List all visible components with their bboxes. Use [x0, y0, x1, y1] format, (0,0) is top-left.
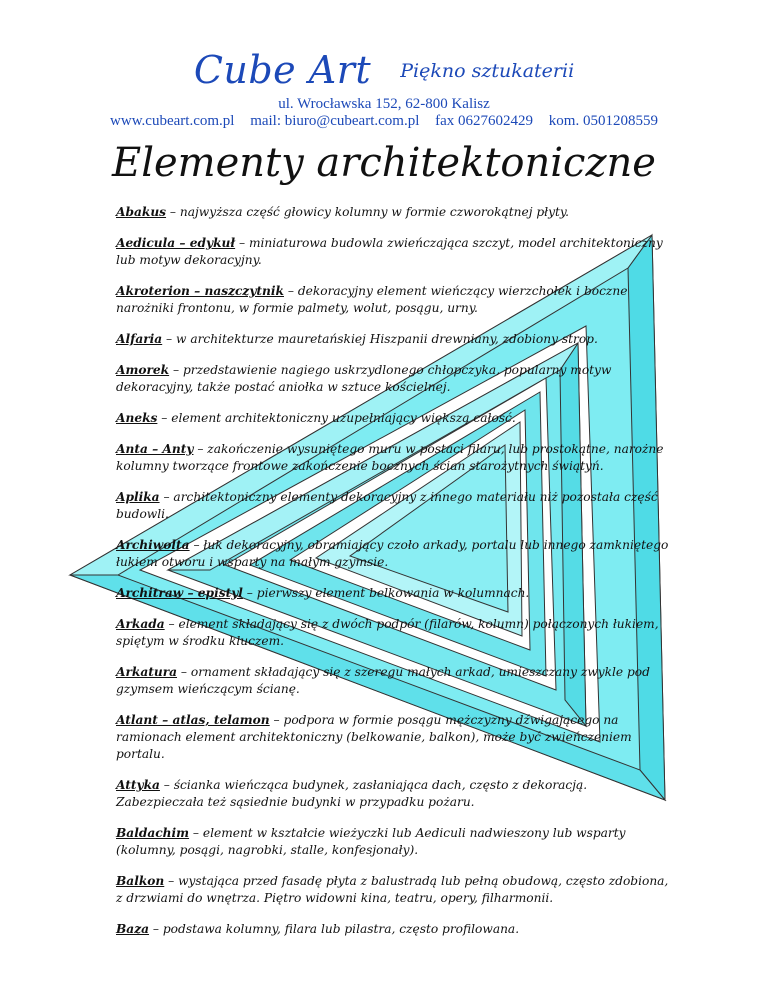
- glossary-entry: [116, 777, 676, 811]
- glossary-entry: [116, 616, 676, 650]
- entry-term: Anta – Anty: [116, 442, 194, 456]
- entry-term: Balkon: [116, 874, 165, 888]
- entry-term: Baldachim: [116, 826, 190, 840]
- entry-definition: – podstawa kolumny, filara lub pilastra, często profilowana.: [149, 922, 520, 936]
- glossary-entry: [116, 921, 676, 938]
- entry-term: Aedicula – edykuł: [116, 236, 236, 250]
- entry-term: Aplika: [116, 490, 160, 504]
- glossary-entry: [116, 873, 676, 907]
- glossary-entry: [116, 489, 676, 523]
- glossary-entry: [116, 441, 676, 475]
- entry-term: Arkatura: [116, 665, 178, 679]
- entry-term: Atlant – atlas, telamon: [116, 713, 270, 727]
- glossary-entry: [116, 204, 676, 221]
- glossary-entry: [116, 362, 676, 396]
- entry-term: Architraw – epistyl: [116, 586, 243, 600]
- entry-definition: – miniaturowa budowla zwieńczająca szczyt, model architektoniczny lub motyw dekoracyjny.: [116, 236, 663, 267]
- entry-term: Aneks: [116, 411, 158, 425]
- glossary-entry: [116, 825, 676, 859]
- entry-term: Amorek: [116, 363, 170, 377]
- entry-definition: – przedstawienie nagiego uskrzydlonego chłopczyka, popularny motyw dekoracyjny, także postać aniołka w sztuce kościelnej.: [116, 363, 612, 394]
- glossary-entry: [116, 283, 676, 317]
- glossary-list: [116, 204, 676, 952]
- entry-definition: – element w kształcie wieżyczki lub Aediculi nadwieszony lub wsparty (kolumny, posągi, nagrobki, stalle, konfesjonały).: [116, 826, 626, 857]
- email-link[interactable]: mail: biuro@cubeart.com.pl: [250, 113, 420, 129]
- company-tagline: Piękno sztukaterii: [400, 60, 575, 82]
- fax-number: fax 0627602429: [435, 113, 534, 129]
- entry-term: Archiwolta: [116, 538, 190, 552]
- entry-definition: – architektoniczny elementy dekoracyjny z innego materiału niż pozostała część budowli.: [116, 490, 658, 521]
- entry-definition: – ścianka wieńcząca budynek, zasłaniająca dach, często z dekoracją. Zabezpieczała też sąsiednie budynki w przypadku pożaru.: [116, 778, 588, 809]
- entry-definition: – wystająca przed fasadę płyta z balustradą lub pełną obudową, często zdobiona, z drzwiami do wnętrza. Piętro widowni kina, teatru, opery, filharmonii.: [116, 874, 669, 905]
- entry-definition: – łuk dekoracyjny, obramiający czoło arkady, portalu lub innego zamkniętego łukiem otworu i wsparty na małym gzymsie.: [116, 538, 669, 569]
- entry-term: Baza: [116, 922, 150, 936]
- entry-term: Alfaria: [116, 332, 163, 346]
- glossary-entry: [116, 664, 676, 698]
- letterhead: [0, 48, 768, 130]
- glossary-entry: [116, 537, 676, 571]
- entry-definition: – element składający się z dwóch podpór (filarów, kolumn) połączonych łukiem, spiętym w środku kluczem.: [116, 617, 659, 648]
- glossary-entry: [116, 585, 676, 602]
- entry-definition: – dekoracyjny element wieńczący wierzchołek i boczne narożniki frontonu, w formie palmety, wolut, posągu, urny.: [116, 284, 628, 315]
- glossary-entry: [116, 712, 676, 763]
- glossary-entry: [116, 235, 676, 269]
- document-title: Elementy architektoniczne: [112, 140, 656, 186]
- mobile-number: kom. 0501208559: [548, 113, 658, 129]
- entry-definition: – ornament składający się z szeregu małych arkad, umieszczany zwykle pod gzymsem wieńczącym ścianę.: [116, 665, 650, 696]
- website-link[interactable]: www.cubeart.com.pl: [110, 113, 235, 129]
- entry-term: Akroterion – naszczytnik: [116, 284, 284, 298]
- entry-definition: – najwyższa część głowicy kolumny w formie czworokątnej płyty.: [166, 205, 570, 219]
- entry-term: Arkada: [116, 617, 165, 631]
- glossary-entry: [116, 331, 676, 348]
- contact-row: [0, 113, 768, 130]
- brand-line: [0, 48, 768, 92]
- entry-definition: – pierwszy element belkowania w kolumnach.: [242, 586, 530, 600]
- entry-term: Abakus: [116, 205, 167, 219]
- entry-definition: – element architektoniczny uzupełniający większą całość.: [157, 411, 516, 425]
- entry-definition: – w architekturze mauretańskiej Hiszpanii drewniany, zdobiony strop.: [162, 332, 598, 346]
- entry-term: Attyka: [116, 778, 160, 792]
- glossary-entry: [116, 410, 676, 427]
- company-address: ul. Wrocławska 152, 62-800 Kalisz: [278, 96, 490, 112]
- entry-definition: – podpora w formie posągu mężczyzny dźwigającego na ramionach element architektoniczny (belkowanie, balkon), może być zwieńczeniem portalu.: [116, 713, 632, 761]
- company-name: Cube Art: [193, 48, 372, 92]
- entry-definition: – zakończenie wysuniętego muru w postaci filaru, lub prostokątne, narożne kolumny tworzące frontowe zakończenie bocznych ścian starożytnych świątyń.: [116, 442, 664, 473]
